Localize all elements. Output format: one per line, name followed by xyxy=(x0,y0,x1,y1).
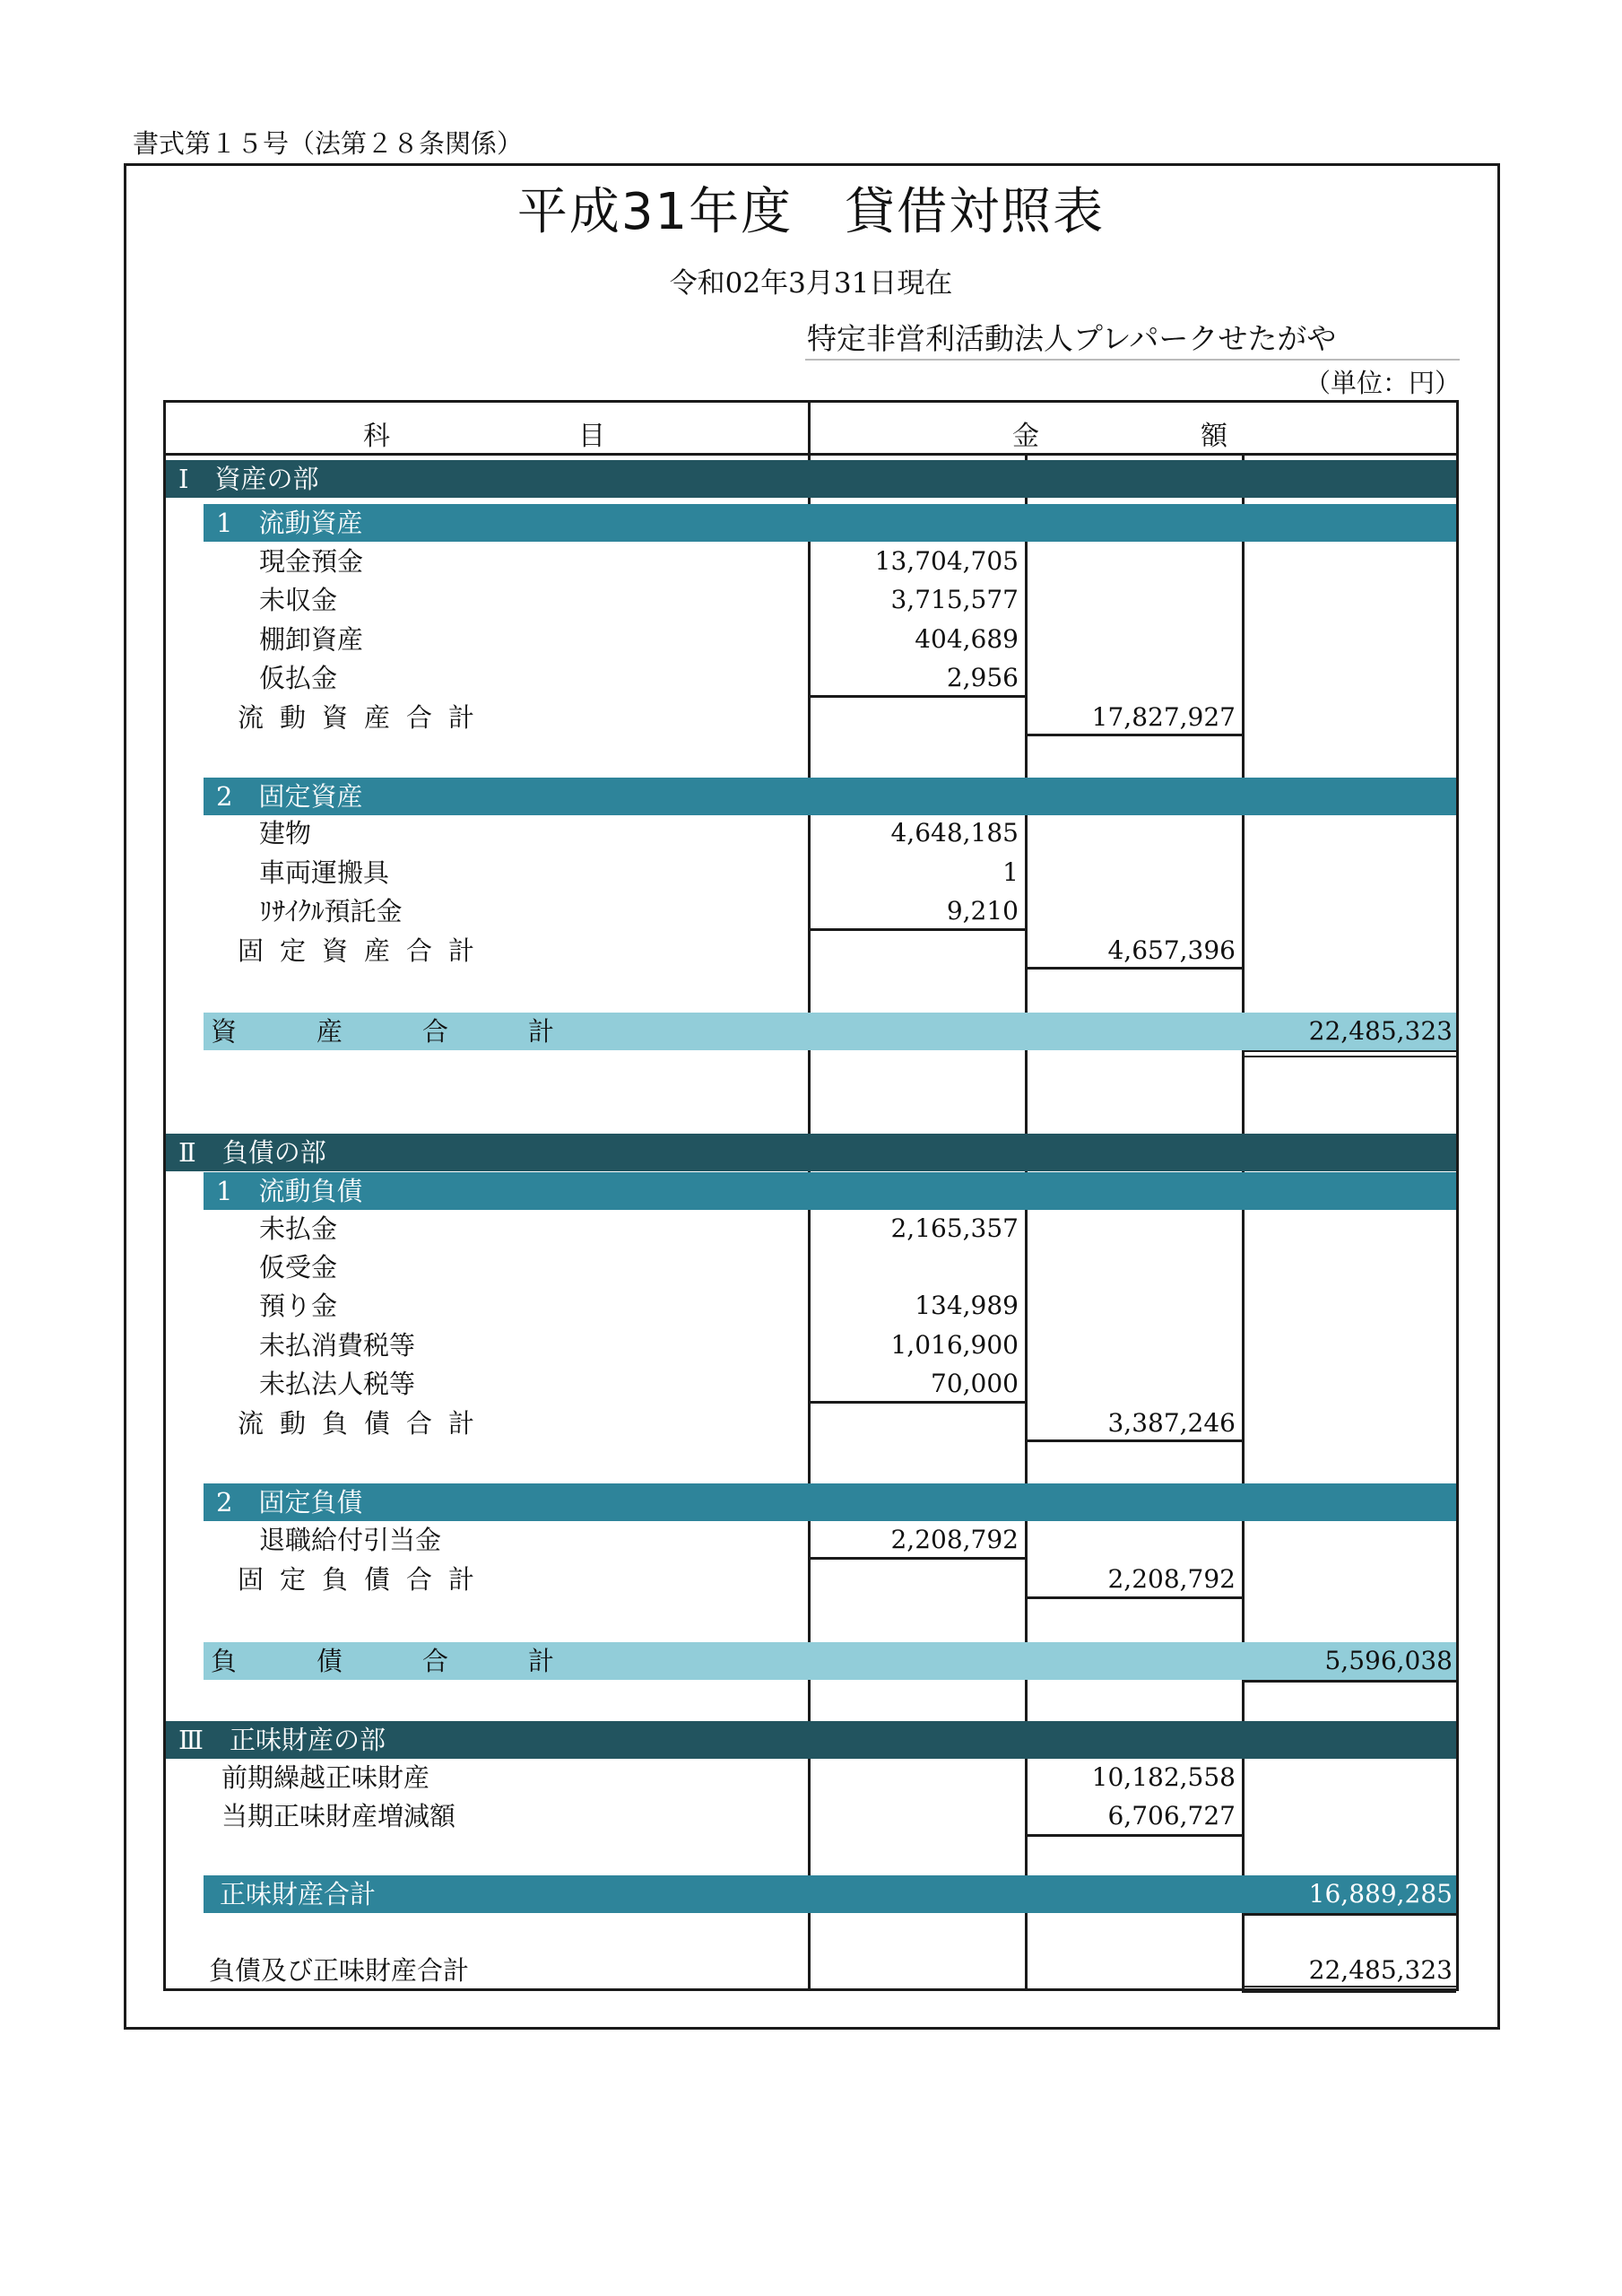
rule-net-assets xyxy=(1025,1834,1242,1837)
grand-total: 22,485,323 xyxy=(1308,1955,1453,1985)
item-value: 6,706,727 xyxy=(1107,1801,1236,1831)
band-liabilities xyxy=(166,1134,1456,1171)
assets-total-label: 資 産 合 計 xyxy=(211,1016,582,1047)
current-liabilities-heading: 1 流動負債 xyxy=(216,1176,363,1206)
fixed-liabilities-total-label: 固定負債合計 xyxy=(238,1564,491,1595)
item-value: 3,715,577 xyxy=(890,585,1019,614)
current-liabilities-total: 3,387,246 xyxy=(1107,1408,1236,1438)
item-label: 未収金 xyxy=(259,585,338,615)
net-assets-total-label: 正味財産合計 xyxy=(220,1879,377,1909)
fixed-liabilities-total: 2,208,792 xyxy=(1107,1564,1236,1594)
rule-liabilities-total xyxy=(1242,1680,1456,1683)
rule-fixed-assets-total xyxy=(1025,967,1242,970)
current-liabilities-total-label: 流動負債合計 xyxy=(238,1408,491,1439)
header-subject: 科 目 xyxy=(363,421,605,452)
item-label: 当期正味財産増減額 xyxy=(221,1801,456,1831)
item-value: 2,208,792 xyxy=(890,1525,1019,1554)
assets-heading: Ⅰ 資産の部 xyxy=(178,464,319,494)
item-value: 1,016,900 xyxy=(890,1330,1019,1360)
item-value: 404,689 xyxy=(915,624,1019,654)
band-current-liabilities xyxy=(204,1172,1456,1210)
item-value: 2,165,357 xyxy=(890,1213,1019,1243)
organization-underline xyxy=(805,359,1460,361)
rule-fixed-liabilities xyxy=(808,1557,1025,1560)
balance-sheet-table xyxy=(163,400,1459,1991)
fixed-assets-heading: 2 固定資産 xyxy=(216,781,363,812)
item-value: 134,989 xyxy=(915,1291,1019,1320)
item-label: 未払消費税等 xyxy=(259,1330,416,1361)
item-label: 退職給付引当金 xyxy=(259,1525,442,1555)
dbl-rule-assets-total xyxy=(1242,1050,1456,1057)
item-label: 未払金 xyxy=(259,1213,338,1244)
fixed-assets-total-label: 固定資産合計 xyxy=(238,935,491,966)
as-of-date: 令和02年3月31日現在 xyxy=(669,267,953,300)
item-value: 70,000 xyxy=(931,1369,1019,1398)
unit-label: （単位：円） xyxy=(1305,368,1462,398)
item-value: 4,648,185 xyxy=(890,818,1019,848)
col-line-3 xyxy=(1242,453,1245,1991)
header-amount: 金 額 xyxy=(1012,421,1227,452)
item-value: 13,704,705 xyxy=(874,546,1019,576)
item-label: 仮払金 xyxy=(259,663,338,693)
band-fixed-liabilities xyxy=(204,1483,1456,1521)
fixed-liabilities-heading: 2 固定負債 xyxy=(216,1487,363,1518)
item-value: 2,956 xyxy=(946,663,1019,692)
page-title: 平成31年度 貸借対照表 xyxy=(516,183,1106,241)
header-divider xyxy=(166,453,1456,456)
net-assets-heading: Ⅲ 正味財産の部 xyxy=(178,1725,386,1755)
item-label: 預り金 xyxy=(259,1291,338,1321)
rule-current-assets xyxy=(808,695,1025,698)
item-value: 1 xyxy=(1002,857,1019,887)
item-value: 10,182,558 xyxy=(1091,1762,1236,1792)
fixed-assets-total: 4,657,396 xyxy=(1107,935,1236,965)
item-label: 未払法人税等 xyxy=(259,1369,416,1399)
item-label: 前期繰越正味財産 xyxy=(221,1762,430,1793)
item-label: 棚卸資産 xyxy=(259,624,364,655)
current-assets-total: 17,827,927 xyxy=(1091,702,1236,732)
rule-fixed-assets xyxy=(808,928,1025,931)
liabilities-total-label: 負 債 合 計 xyxy=(211,1646,582,1676)
net-assets-total: 16,889,285 xyxy=(1308,1879,1453,1909)
form-number: 書式第１５号（法第２８条関係） xyxy=(133,128,524,159)
assets-total: 22,485,323 xyxy=(1308,1016,1453,1046)
current-assets-total-label: 流動資産合計 xyxy=(238,702,491,733)
liabilities-heading: Ⅱ 負債の部 xyxy=(178,1137,326,1168)
band-current-assets xyxy=(204,504,1456,542)
item-label: 仮受金 xyxy=(259,1252,338,1283)
rule-current-assets-total xyxy=(1025,734,1242,736)
liabilities-total: 5,596,038 xyxy=(1324,1646,1453,1675)
item-label: ﾘｻｲｸﾙ預託金 xyxy=(259,896,403,926)
rule-current-liabilities-total xyxy=(1025,1439,1242,1442)
rule-current-liabilities xyxy=(808,1401,1025,1404)
rule-fixed-liabilities-total xyxy=(1025,1596,1242,1599)
band-assets xyxy=(166,460,1456,498)
dbl-rule-grand-total xyxy=(1242,1986,1456,1993)
organization-name: 特定非営利活動法人プレパークせたがや xyxy=(807,321,1337,356)
rule-net-assets-total xyxy=(1242,1913,1456,1916)
item-label: 現金預金 xyxy=(259,546,364,577)
item-label: 車両運搬具 xyxy=(259,857,390,888)
grand-total-label: 負債及び正味財産合計 xyxy=(209,1955,470,1986)
item-label: 建物 xyxy=(259,818,312,848)
current-assets-heading: 1 流動資産 xyxy=(216,508,363,538)
band-fixed-assets xyxy=(204,778,1456,815)
col-line-2 xyxy=(1025,453,1028,1991)
item-value: 9,210 xyxy=(946,896,1019,926)
